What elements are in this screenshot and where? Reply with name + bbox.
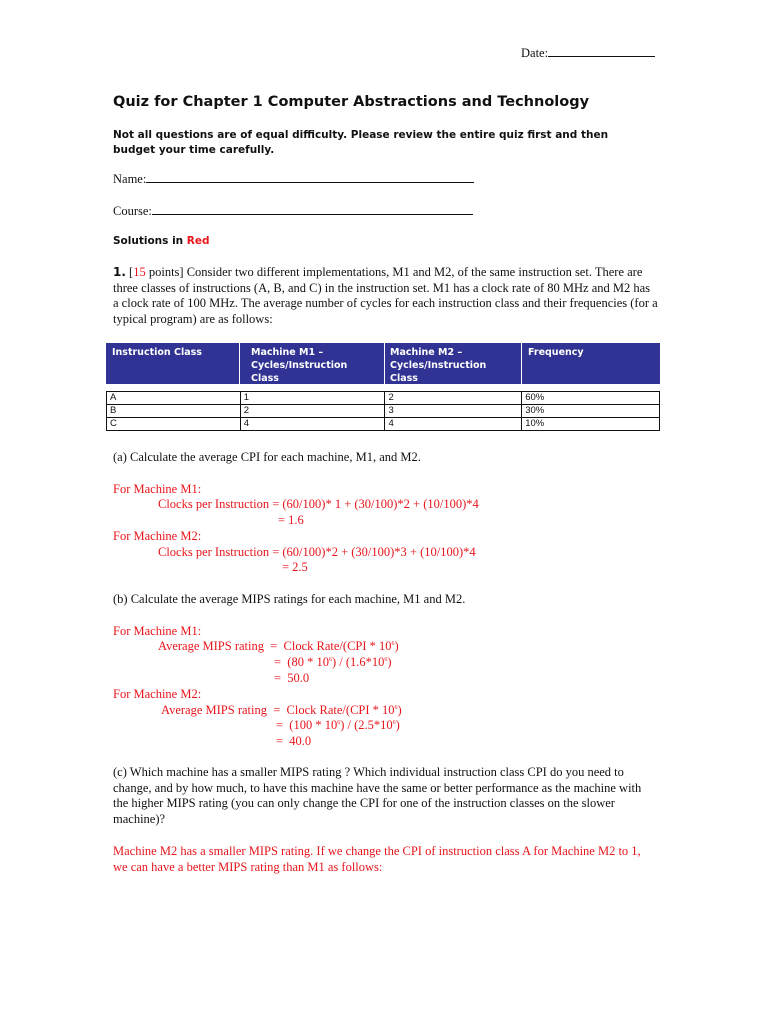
part-b-question: (b) Calculate the average MIPS ratings for each machine, M1 and M2.	[113, 592, 466, 606]
course-label: Course:	[113, 204, 152, 218]
table-header	[106, 343, 660, 384]
table-row	[107, 418, 660, 431]
course-field	[113, 204, 473, 220]
table-cell: 4	[240, 418, 385, 431]
part-b-m2-formula	[161, 703, 402, 719]
quiz-title: Quiz for Chapter 1 Computer Abstractions and Technology	[113, 94, 590, 110]
notice-text: Not all questions are of equal difficulty. Please review the entire quiz first and then budget your time carefully.	[113, 129, 609, 156]
question-1-number: 1.	[113, 265, 126, 279]
solutions-red-word: Red	[186, 235, 210, 247]
header-divider	[239, 343, 240, 384]
question-1	[113, 265, 658, 327]
part-a-m1-result: = 1.6	[278, 513, 304, 527]
exponent: 6	[392, 720, 396, 726]
part-b-m1-formula	[158, 639, 399, 655]
formula-text: )	[397, 703, 402, 717]
question-1-text: Consider two different implementations, M1 and M2, of the same instruction set. There are three classes of instructions (A, B, and C) in the instruction set. M1 has a clock rate of 80 MHz and M2 has a clock rate of 100 MHz. The average number of cycles for each instruction class and their frequencies (for a typical program) are as follows:	[113, 265, 658, 326]
date-label: Date:	[521, 46, 549, 60]
solutions-prefix: Solutions in	[113, 235, 187, 247]
part-a-m2-result: = 2.5	[282, 560, 308, 574]
name-field	[113, 172, 474, 188]
part-a-question: (a) Calculate the average CPI for each machine, M1, and M2.	[113, 450, 421, 464]
part-b-m2-substitution	[276, 718, 400, 734]
part-a-m2-formula: Clocks per Instruction = (60/100)*2 + (30/100)*3 + (10/100)*4	[158, 545, 476, 559]
formula-text: )	[395, 718, 400, 732]
table-cell: A	[107, 392, 241, 405]
header-instruction-class: Instruction Class	[112, 347, 202, 358]
formula-text: = (80 * 10	[274, 655, 329, 669]
table-cell: 2	[240, 405, 385, 418]
question-1-points-close: points]	[145, 265, 184, 279]
header-divider	[521, 343, 522, 384]
header-machine-m1: Machine M1 – Cycles/Instruction Class	[251, 347, 348, 384]
table-cell: 10%	[522, 418, 660, 431]
part-a-m2-label: For Machine M2:	[113, 529, 202, 543]
part-b-m1-label: For Machine M1:	[113, 624, 202, 638]
table-cell: 1	[240, 392, 385, 405]
header-machine-m2: Machine M2 – Cycles/Instruction Class	[390, 347, 487, 384]
part-b-m2-label: For Machine M2:	[113, 687, 202, 701]
solutions-note	[113, 235, 210, 247]
part-b-m1-result: = 50.0	[274, 671, 310, 685]
table-cell: 3	[385, 405, 522, 418]
exponent: 6	[384, 657, 388, 663]
exponent: 6	[394, 705, 398, 711]
formula-text: )	[394, 639, 399, 653]
table-cell: 30%	[522, 405, 660, 418]
part-c-question: (c) Which machine has a smaller MIPS rating ? Which individual instruction class CPI do you need to change, and by how much, to have this machine have the same or better performance as the machine with the higher MIPS rating (you can only change the CPI for one of the instruction classes on the slower machine)?	[113, 765, 642, 826]
formula-text: ) / (2.5*10	[340, 718, 393, 732]
part-b-m2-result: = 40.0	[276, 734, 312, 748]
table-cell: 4	[385, 418, 522, 431]
part-a-m1-formula: Clocks per Instruction = (60/100)* 1 + (30/100)*2 + (10/100)*4	[158, 497, 479, 511]
header-divider	[384, 343, 385, 384]
name-blank-line	[146, 181, 474, 183]
course-blank-line	[152, 213, 473, 215]
table-cell: B	[107, 405, 241, 418]
cycles-table	[106, 391, 660, 431]
formula-text: ) / (1.6*10	[331, 655, 385, 669]
name-label: Name:	[113, 172, 147, 186]
formula-text: )	[387, 655, 392, 669]
exponent: 6	[391, 641, 395, 647]
formula-text: = (100 * 10	[276, 718, 338, 732]
date-field	[521, 46, 655, 62]
formula-text: Average MIPS rating = Clock Rate/(CPI * 10	[158, 639, 392, 653]
date-blank-line	[548, 55, 655, 57]
question-1-points-value: 15	[133, 265, 146, 279]
exponent: 6	[328, 657, 332, 663]
header-frequency: Frequency	[528, 347, 584, 358]
table-cell: 2	[385, 392, 522, 405]
question-1-points-open: [	[129, 265, 134, 279]
table-cell: 60%	[522, 392, 660, 405]
part-c-answer: Machine M2 has a smaller MIPS rating. If we change the CPI of instruction class A for Machine M2 to 1, we can have a better MIPS rating than M1 as follows:	[113, 844, 641, 874]
table-row	[107, 392, 660, 405]
part-a-m1-label: For Machine M1:	[113, 482, 202, 496]
table-cell: C	[107, 418, 241, 431]
part-b-m1-substitution	[274, 655, 392, 671]
table-row	[107, 405, 660, 418]
formula-text: Average MIPS rating = Clock Rate/(CPI * 10	[161, 703, 395, 717]
exponent: 6	[337, 720, 341, 726]
